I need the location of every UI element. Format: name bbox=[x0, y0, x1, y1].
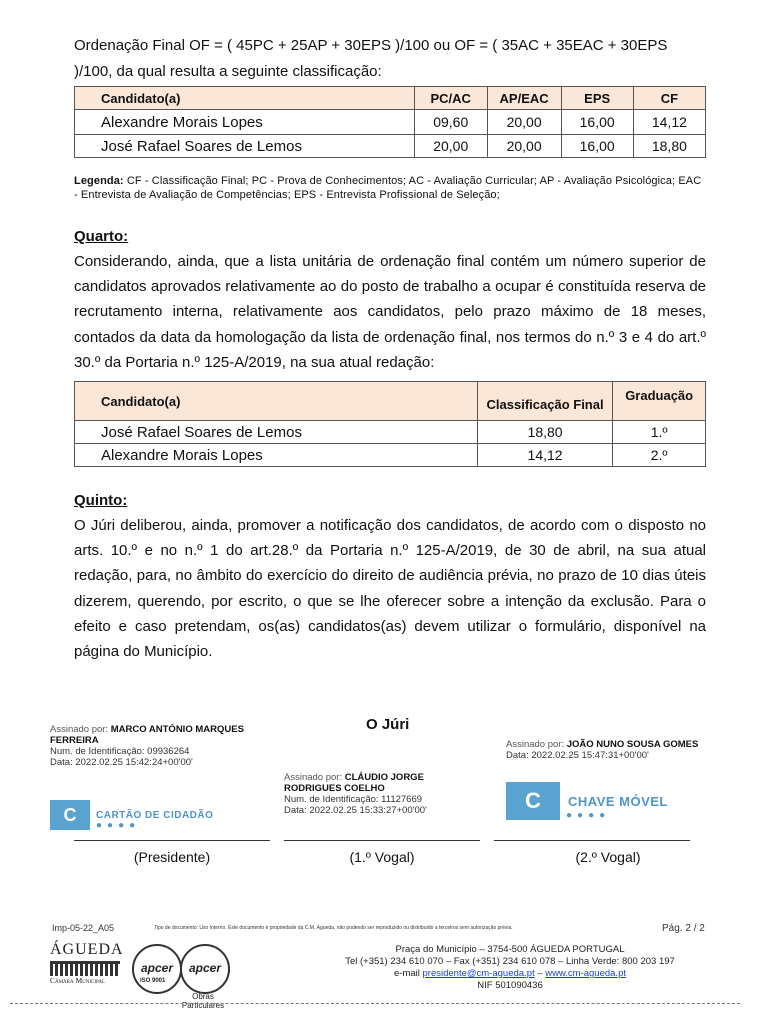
footer-address: Praça do Município – 3754-500 ÁGUEDA PORTUGAL bbox=[395, 944, 625, 955]
signature-block-vogal-2 bbox=[506, 739, 726, 761]
agueda-logo-name: ÁGUEDA bbox=[50, 941, 124, 958]
signature-line-vogal-1 bbox=[284, 840, 480, 841]
cell-value: 2.º bbox=[613, 444, 706, 467]
col-header-graduation: Graduação bbox=[613, 382, 706, 421]
col-header-ap-eac: AP/EAC bbox=[487, 87, 561, 110]
apcer-cert-label-1: apcer bbox=[140, 961, 174, 975]
section-text-quarto bbox=[74, 249, 706, 375]
cell-value: 16,00 bbox=[561, 110, 633, 135]
cell-candidate: José Rafael Soares de Lemos bbox=[75, 421, 478, 444]
table-row bbox=[75, 135, 706, 158]
cell-candidate: José Rafael Soares de Lemos bbox=[75, 135, 415, 158]
signer-line bbox=[506, 739, 726, 750]
role-vogal-1: (1.º Vogal) bbox=[349, 849, 415, 865]
signer-id: Num. de Identificação: 09936264 bbox=[50, 746, 190, 757]
table-header-row bbox=[75, 382, 706, 421]
cell-value: 20,00 bbox=[414, 135, 487, 158]
dept-label: Obras Particulares bbox=[181, 992, 225, 1010]
footer-website-link[interactable]: www.cm-agueda.pt bbox=[545, 968, 626, 979]
col-header-eps: EPS bbox=[561, 87, 633, 110]
footer-email-link[interactable]: presidente@cm-agueda.pt bbox=[422, 968, 535, 979]
signer-label: Assinado por: bbox=[284, 772, 343, 783]
agueda-logo-sub: Câmara Municipal bbox=[50, 976, 106, 985]
quarto-paragraph: Considerando, ainda, que a lista unitária de ordenação final contém um número superior de candidatos aprovados relativamente ao do posto de trabalho a ocupar é constituída reserva de recrutamento interna, relativamente aos candidatos, pelo prazo máximo de 18 meses, contados da data da homologação da lista de ordenação final, nos termos do n.º 3 e 4 do art.º 30.º da Portaria n.º 125-A/2019, na sua atual redação: bbox=[74, 253, 706, 371]
cell-value: 18,80 bbox=[633, 135, 705, 158]
signer-id: Num. de Identificação: 11127669 bbox=[284, 794, 423, 805]
footer-email-label: e-mail bbox=[394, 968, 420, 979]
legend-text: CF - Classificação Final; PC - Prova de Conhecimentos; AC - Avaliação Curricular; AP - Avaliação Psicológica; EAC - Entrevista de Avaliação de Competências; EPS - Entrevista Profissional de Seleção; bbox=[74, 175, 702, 201]
signer-line bbox=[284, 772, 484, 794]
signer-date: Data: 2022.02.25 15:42:24+00'00' bbox=[50, 757, 193, 768]
footer-page-number: Pág. 2 / 2 bbox=[662, 923, 705, 934]
signer-date: Data: 2022.02.25 15:47:31+00'00' bbox=[506, 750, 649, 761]
cartao-cidadao-label: CARTÃO DE CIDADÃO bbox=[96, 809, 214, 821]
agueda-building-icon bbox=[50, 961, 120, 976]
section-title-quinto: Quinto: bbox=[74, 492, 128, 509]
signature-block-president bbox=[50, 724, 270, 768]
signer-name: JOÃO NUNO SOUSA GOMES bbox=[566, 739, 699, 750]
signer-line bbox=[50, 724, 270, 746]
footer-doc-type: Tipo de documento: Uso Interno. Este documento é propriedade da C.M. Águeda, não podendo ser reproduzido ou distribuído a terceiros sem autorização prévia. bbox=[154, 925, 513, 931]
col-header-pc-ac: PC/AC bbox=[414, 87, 487, 110]
apcer-cert-label-2: apcer bbox=[188, 961, 222, 975]
footer-phones: Tel (+351) 234 610 070 – Fax (+351) 234 610 078 – Linha Verde: 800 203 197 bbox=[345, 956, 675, 967]
cell-value: 20,00 bbox=[487, 135, 561, 158]
jury-title: O Júri bbox=[366, 716, 410, 733]
footer-email-line bbox=[330, 968, 690, 980]
cell-value: 16,00 bbox=[561, 135, 633, 158]
intro-line-1: Ordenação Final OF = ( 45PC + 25AP + 30EPS )/100 ou OF = ( 35AC + 35EAC + 30EPS bbox=[74, 37, 668, 54]
chave-movel-label: CHAVE MÓVEL bbox=[568, 793, 668, 809]
signature-line-president bbox=[74, 840, 270, 841]
role-vogal-2: (2.º Vogal) bbox=[575, 849, 641, 865]
cell-value: 18,80 bbox=[477, 421, 613, 444]
signer-date: Data: 2022.02.25 15:33:27+00'00' bbox=[284, 805, 427, 816]
footer-code: Imp-05-22_A05 bbox=[52, 923, 115, 933]
signer-name: CLÁUDIO JORGE RODRIGUES COELHO bbox=[284, 772, 424, 794]
apcer-iso-label: ISO 9001 bbox=[140, 978, 166, 984]
cell-value: 1.º bbox=[613, 421, 706, 444]
cell-candidate: Alexandre Morais Lopes bbox=[75, 444, 478, 467]
chave-movel-dots-icon: ●●●● bbox=[566, 810, 611, 821]
signer-label: Assinado por: bbox=[506, 739, 565, 750]
cell-value: 14,12 bbox=[633, 110, 705, 135]
section-text-quinto bbox=[74, 513, 706, 664]
apcer-cert-icon-2 bbox=[180, 944, 230, 994]
ranking-table bbox=[74, 381, 706, 467]
footer-nif: NIF 501090436 bbox=[477, 980, 543, 991]
agueda-logo bbox=[50, 941, 130, 985]
table-row bbox=[75, 444, 706, 467]
role-president: (Presidente) bbox=[133, 849, 211, 865]
intro-line-2: )/100, da qual resulta a seguinte classificação: bbox=[74, 63, 382, 80]
chave-movel-icon: C bbox=[506, 782, 560, 820]
table-row bbox=[75, 110, 706, 135]
col-header-candidate: Candidato(a) bbox=[75, 87, 415, 110]
section-title-quarto: Quarto: bbox=[74, 228, 129, 245]
table-header-row bbox=[75, 87, 706, 110]
signer-label: Assinado por: bbox=[50, 724, 109, 735]
col-header-cf: CF bbox=[633, 87, 705, 110]
signer-name: MARCO ANTÓNIO MARQUES FERREIRA bbox=[50, 724, 244, 746]
footer-contacts bbox=[330, 944, 690, 992]
cartao-cidadao-icon: C bbox=[50, 800, 90, 830]
col-header-candidate: Candidato(a) bbox=[75, 382, 478, 421]
cell-value: 14,12 bbox=[477, 444, 613, 467]
signature-line-vogal-2 bbox=[494, 840, 690, 841]
footer-separator: – bbox=[537, 968, 543, 979]
bottom-dashed-divider bbox=[10, 1003, 740, 1004]
classification-table bbox=[74, 86, 706, 158]
cell-candidate: Alexandre Morais Lopes bbox=[75, 110, 415, 135]
legend-label: Legenda: bbox=[74, 175, 124, 187]
legend bbox=[74, 174, 706, 202]
col-header-final-classification: Classificação Final bbox=[477, 382, 613, 421]
signature-block-vogal-1 bbox=[284, 772, 484, 816]
cell-value: 20,00 bbox=[487, 110, 561, 135]
quinto-paragraph: O Júri deliberou, ainda, promover a notificação dos candidatos, de acordo com o disposto no arts. 10.º e no n.º 1 do art.28.º da Portaria n.º 125-A/2019, de 30 de abril, na sua atual redação, para, no âmbito do exercício do direito de audiência prévia, no prazo de 10 dias úteis dizerem, querendo, por escrito, o que se lhe oferecer sobre a intenção da exclusão. Para o efeito e caso pretendam, os(as) candidatos(as) devem utilizar o formulário, disponível na página do Município. bbox=[74, 517, 706, 661]
cartao-cidadao-dots-icon: ●●●● bbox=[96, 820, 141, 831]
cell-value: 09,60 bbox=[414, 110, 487, 135]
apcer-cert-icon-1 bbox=[132, 944, 182, 994]
table-row bbox=[75, 421, 706, 444]
